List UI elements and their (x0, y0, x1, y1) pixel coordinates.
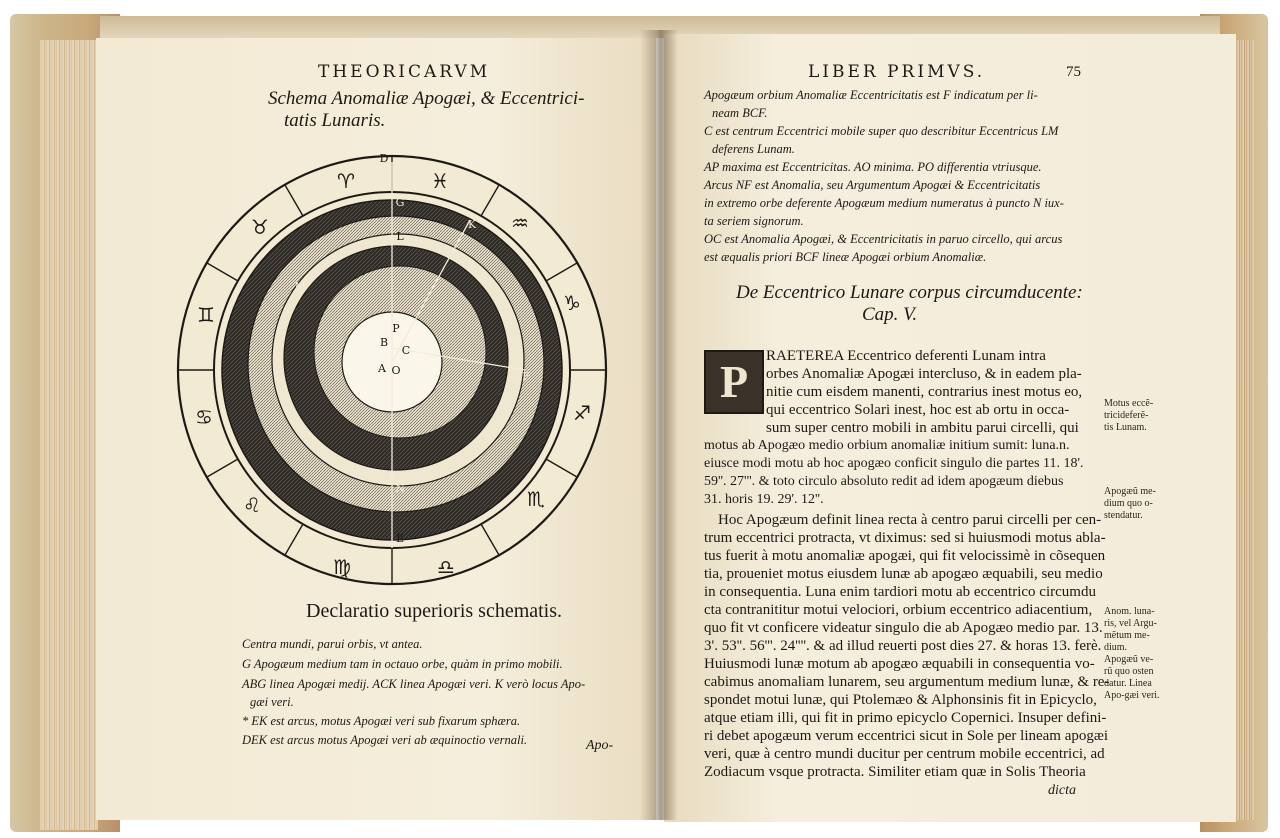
left-running-head: THEORICARVM (318, 62, 491, 82)
declaratio-line-1: Centra mundi, parui orbis, vt antea. (242, 637, 423, 651)
declaratio-line-4: gæi veri. (250, 695, 294, 709)
right-top-line-2: neam BCF. (712, 106, 768, 120)
margin-note-3: Anom. luna-ris, vel Argu-mẽtum me-dium. Apogæũ ve-rũ quo osten datur. Linea Apo-gæi veri. (1104, 606, 1160, 701)
margin-note-2: Apogæũ me-dium quo o-stendatur. (1104, 486, 1156, 521)
body-line-4: qui eccentrico Solari inest, hoc est ab ortu in occa- (766, 402, 1070, 418)
diagram-letter-l: L (396, 230, 404, 243)
decorated-initial-letter: P (719, 356, 749, 407)
left-catchword: Apo- (586, 738, 614, 753)
body-line-20: spondet motui lunæ, qui Ptolemæo & Alphonsinis fit in Epicyclo, (704, 692, 1097, 708)
schema-title-line2: tatis Lunaris. (284, 110, 386, 131)
left-page-edges (40, 40, 98, 830)
body-line-3: nitie cum eisdem manenti, contrarius inest motus eo, (766, 384, 1083, 400)
body-line-13: tia, proueniet motus eiusdem lunæ ab apogæo æquabili, seu medio (704, 566, 1103, 582)
right-running-head: LIBER PRIMVS. (808, 62, 986, 82)
diagram-letter-n: N (395, 482, 405, 495)
body-line-16: quo fit vt conficere videatur singulo die ab Apogæo medio par. 13. (704, 620, 1103, 636)
page-number: 75 (1066, 64, 1081, 80)
right-top-line-6: Arcus NF est Anomalia, seu Argumentum Apogæi & Eccentricitatis (704, 178, 1041, 192)
body-line-9: 31. horis 19. 29'. 12''. (704, 492, 824, 507)
body-line-17: 3'. 53''. 56'''. 24''''. & ad illud reuerti post dies 27. & horas 13. ferè. (704, 638, 1102, 654)
scorpio-icon: ♏ (527, 487, 545, 511)
right-top-line-1: Apogæum orbium Anomaliæ Eccentricitatis est F indicatum per li- (704, 88, 1038, 102)
body-line-14: in consequentia. Luna enim tardiori motu ab eccentrico circumdu (704, 584, 1096, 600)
leo-icon: ♌ (243, 493, 261, 517)
declaratio-line-5: * EK est arcus, motus Apogæi veri sub fixarum sphæra. (242, 714, 521, 728)
diagram-letter-b: B (379, 336, 389, 349)
cancer-icon: ♋ (195, 405, 213, 429)
decorated-initial (704, 350, 764, 414)
diagram-letter-a: A (378, 362, 386, 375)
diagram-letter-g: G (395, 196, 405, 209)
diagram-letter-c: C (401, 344, 411, 357)
declaratio-heading: Declaratio superioris schematis. (306, 600, 563, 622)
diagram-letter-f: F (522, 370, 530, 383)
diagram-letter-d: D (379, 152, 389, 165)
diagram-letter-e: E (395, 532, 405, 545)
right-top-line-9: OC est Anomalia Apogæi, & Eccentricitatis in paruo circello, qui arcus (704, 232, 1063, 246)
body-line-12: tus fuerit à motu anomaliæ apogæi, qui fit velocissimè in cõsequen (704, 548, 1106, 564)
capricorn-icon: ♑ (563, 291, 581, 315)
declaratio-line-3: ABG linea Apogæi medij. ACK linea Apogæi veri. K verò locus Apo- (242, 677, 586, 691)
taurus-icon: ♉ (251, 215, 269, 239)
body-line-10: Hoc Apogæum definit linea recta à centro parui circelli per cen- (718, 512, 1102, 528)
right-top-line-10: est æqualis priori BCF lineæ Apogæi orbium Anomaliæ. (704, 250, 987, 264)
body-line-18: Huiusmodi lunæ motum ab apogæo æquabili in consequentia vo- (704, 656, 1095, 672)
pisces-icon: ♓ (431, 169, 449, 193)
body-line-15: cta contranititur motui velociori, orbium eccentrico adiacentium, (704, 602, 1093, 618)
right-top-line-4: deferens Lunam. (712, 142, 795, 156)
diagram-letter-p: P (392, 322, 400, 335)
libra-icon: ♎ (437, 555, 455, 579)
declaratio-line-2: G Apogæum medium tam in octauo orbe, quàm in primo mobili. (242, 657, 563, 671)
virgo-icon: ♍ (333, 555, 351, 579)
body-line-6: motus ab Apogæo medio orbium anomaliæ initium sumit: luna.n. (704, 438, 1070, 453)
body-line-5: sum super centro mobili in ambitu parui circelli, qui (766, 420, 1079, 436)
right-top-line-8: ta seriem signorum. (704, 214, 804, 228)
right-catchword: dicta (1048, 783, 1076, 798)
body-line-24: Zodiacum vsque protracta. Similiter etiam quæ in Solis Theoria (704, 764, 1086, 780)
body-line-23: veri, quæ à centro mundi ducitur per centrum mobile eccentrici, ad (704, 746, 1105, 762)
diagram-letter-k: K (467, 218, 477, 231)
aries-icon: ♈ (337, 169, 355, 193)
body-line-21: atque etiam illi, qui fit in primo epicyclo Copernici. Insuper defini- (704, 710, 1107, 726)
body-line-7: eiusce modi motu ab hoc apogæo conficit singulo die partes 11. 18'. (704, 456, 1084, 471)
chapter-title: De Eccentrico Lunare corpus circumducente: (736, 282, 1083, 303)
right-top-line-5: AP maxima est Eccentricitas. AO minima. PO differentia vtriusque. (704, 160, 1042, 174)
body-line-19: cabimus anomaliam lunarem, seu argumentum medium lunæ, & re- (704, 674, 1110, 690)
right-top-line-7: in extremo orbe deferente Apogæum medium numeratus à puncto N iux- (704, 196, 1064, 210)
schema-title-line1: Schema Anomaliæ Apogæi, & Eccentrici- (268, 88, 585, 109)
chapter-number: Cap. V. (862, 304, 918, 325)
body-line-11: trum eccentrici protracta, vt diximus: sed si huiusmodi motus abla- (704, 530, 1106, 546)
body-line-1: RAETEREA Eccentrico deferenti Lunam intra (766, 348, 1046, 364)
aquarius-icon: ♒ (511, 211, 529, 235)
body-line-2: orbes Anomaliæ Apogæi intercluso, & in eadem pla- (766, 366, 1082, 382)
body-line-22: ri debet apogæum verum eccentrici sicut in Sole per lineam apogæi (704, 728, 1109, 744)
body-line-8: 59''. 27'''. & toto circulo absoluto redit ad idem apogæum diebus (704, 474, 1064, 489)
declaratio-line-6: DEK est arcus motus Apogæi veri ab æquinoctio vernali. (242, 733, 528, 747)
spine-gutter (640, 30, 678, 820)
gemini-icon: ♊ (197, 303, 215, 327)
sagittarius-icon: ♐ (573, 401, 591, 425)
diagram-letter-m: M (294, 280, 306, 293)
diagram-letter-o: O (391, 364, 401, 377)
lunar-anomaly-diagram (170, 148, 620, 598)
right-top-line-3: C est centrum Eccentrici mobile super quo describitur Eccentricus LM (704, 124, 1059, 138)
margin-note-1: Motus eccẽ-tricideferẽ-tis Lunam. (1104, 398, 1154, 433)
